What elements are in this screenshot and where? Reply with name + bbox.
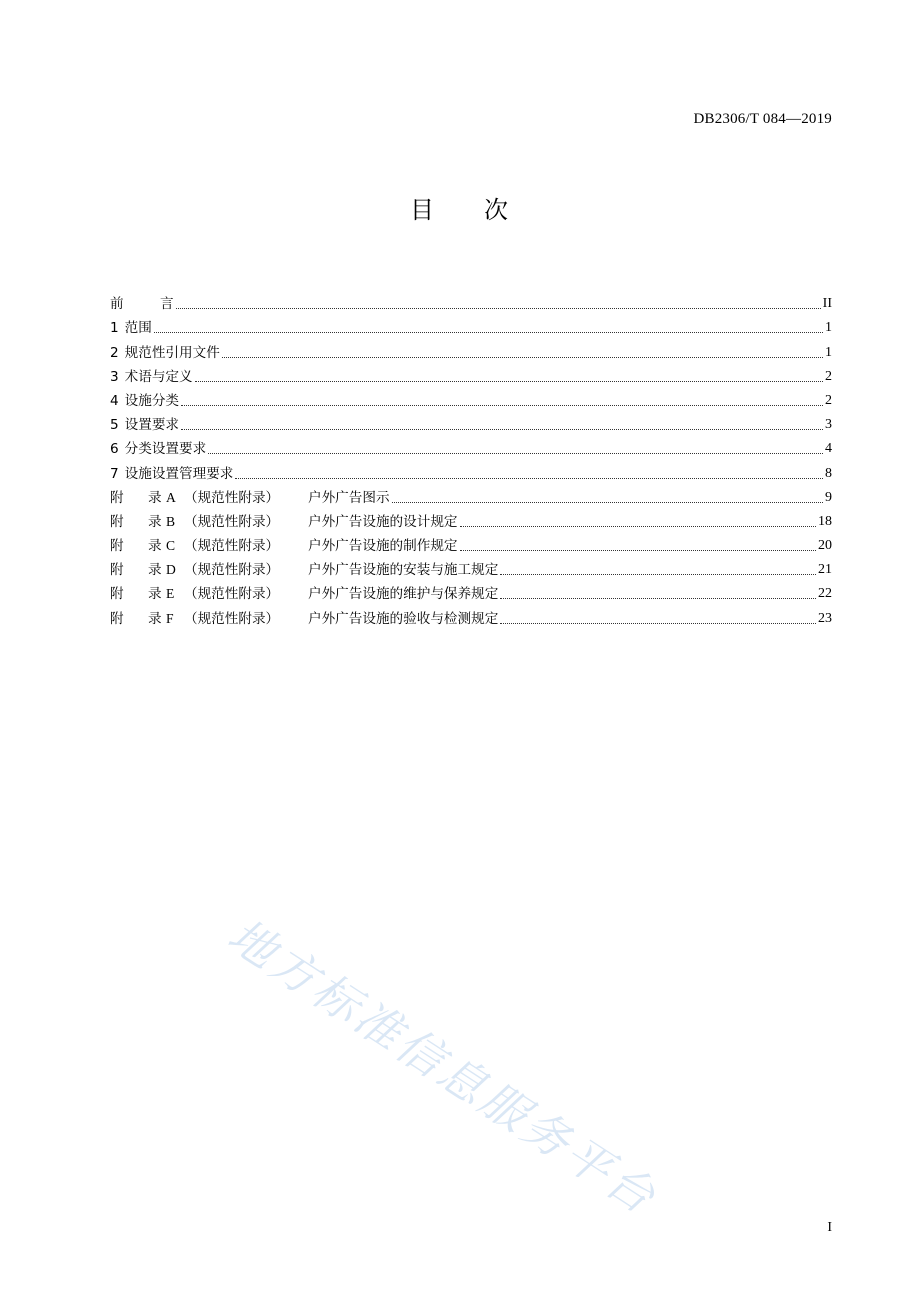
toc-entry[interactable] [110,314,832,338]
toc-entry[interactable] [110,459,832,483]
toc-entry-page: II [822,296,832,312]
toc-appendix-entry[interactable] [110,604,832,628]
toc-entry-page: 3 [825,417,832,433]
leader-dots [222,357,823,358]
page-number: I [827,1220,832,1235]
leader-dots [176,308,821,309]
toc-entry-page: 1 [825,344,832,360]
toc-entry-label: 附 录 F （规范性附录） 户外广告设施的验收与检测规定 [110,610,499,627]
toc-entry[interactable] [110,387,832,411]
toc-entry-label: 附 录 C （规范性附录） 户外广告设施的制作规定 [110,538,458,555]
leader-dots [154,332,823,333]
toc-entry[interactable] [110,411,832,435]
toc-entry-foreword[interactable] [110,290,832,314]
toc-entry-page: 2 [825,368,832,384]
toc-entry-page: 4 [825,441,832,457]
toc-entry-page: 18 [818,513,832,529]
toc-entry-label: 7 设施设置管理要求 [110,465,234,482]
leader-dots [500,623,816,624]
toc-entry-label: 4 设施分类 [110,392,180,409]
toc-entry-label: 3 术语与定义 [110,368,193,385]
toc-title-part2: 次 [484,196,510,224]
leader-dots [195,381,823,382]
leader-dots [392,502,823,503]
toc-title [0,190,920,225]
toc-title-part1: 目 [410,196,436,224]
toc-appendix-entry[interactable] [110,532,832,556]
toc-entry-label: 附 录 A （规范性附录） 户外广告图示 [110,489,390,506]
toc-appendix-entry[interactable] [110,580,832,604]
toc-entry-label: 前 言 [110,296,174,313]
toc-entry-page: 2 [825,392,832,408]
toc-entry-page: 1 [825,320,832,336]
toc-entry-label: 2 规范性引用文件 [110,344,220,361]
toc-entry-page: 9 [825,489,832,505]
toc-entry-label: 6 分类设置要求 [110,441,207,458]
leader-dots [208,453,823,454]
leader-dots [460,526,816,527]
leader-dots [500,574,816,575]
toc-entry-page: 21 [818,562,832,578]
toc-entry-page: 20 [818,538,832,554]
leader-dots [235,478,823,479]
toc-appendix-entry[interactable] [110,556,832,580]
toc-entry-page: 22 [818,586,832,602]
leader-dots [181,429,823,430]
toc-entry-label: 附 录 B （规范性附录） 户外广告设施的设计规定 [110,513,458,530]
toc-entry-page: 23 [818,610,832,626]
table-of-contents [110,290,832,629]
leader-dots [181,405,823,406]
toc-entry-label: 附 录 E （规范性附录） 户外广告设施的维护与保养规定 [110,586,499,603]
toc-entry-label: 5 设置要求 [110,417,180,434]
toc-entry[interactable] [110,338,832,362]
leader-dots [500,598,816,599]
standard-code: DB2306/T 084—2019 [693,111,832,127]
toc-entry-label: 附 录 D （规范性附录） 户外广告设施的安装与施工规定 [110,562,499,579]
toc-appendix-entry[interactable] [110,508,832,532]
toc-entry-page: 8 [825,465,832,481]
leader-dots [460,550,816,551]
toc-entry-label: 1 范围 [110,320,152,337]
watermark: 地方标准信息服务平台 [218,907,668,1226]
toc-entry[interactable] [110,435,832,459]
toc-appendix-entry[interactable] [110,484,832,508]
toc-entry[interactable] [110,363,832,387]
